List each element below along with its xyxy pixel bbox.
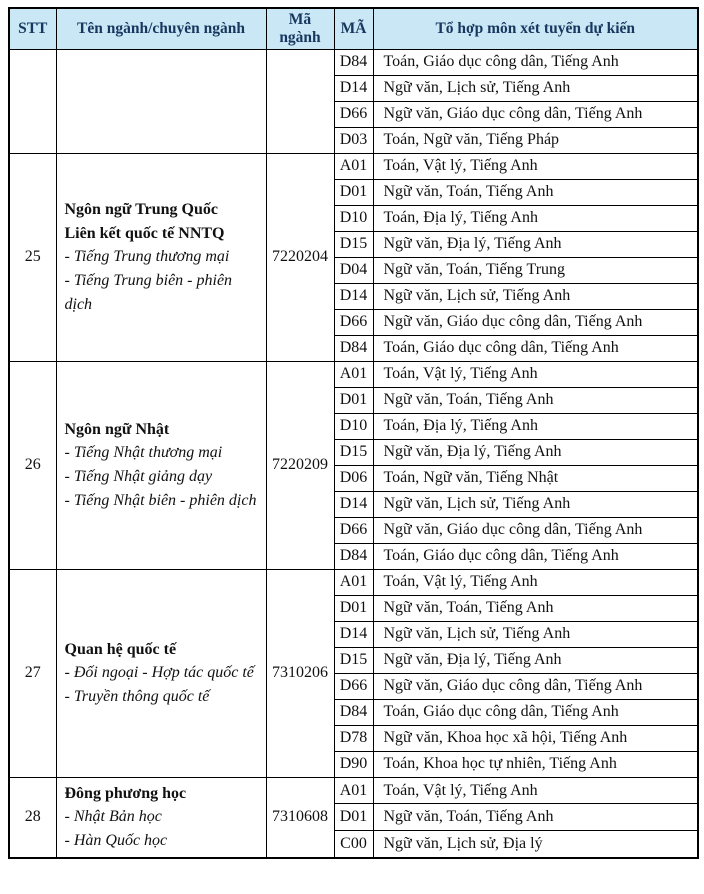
- major-subitem: - Hàn Quốc học: [64, 831, 168, 849]
- combo-subjects-cell: Toán, Khoa học tự nhiên, Tiếng Anh: [373, 751, 698, 777]
- combo-subjects-cell: Ngữ văn, Địa lý, Tiếng Anh: [373, 647, 698, 673]
- combo-code-cell: D03: [334, 127, 373, 153]
- combo-subjects-cell: Ngữ văn, Toán, Tiếng Anh: [373, 179, 698, 205]
- major-code-cell: 7310206: [266, 569, 334, 777]
- combo-subjects-cell: Ngữ văn, Toán, Tiếng Anh: [373, 387, 698, 413]
- stt-cell: 28: [9, 777, 56, 858]
- header-major-name: Tên ngành/chuyên ngành: [56, 8, 266, 49]
- admissions-table: [8, 7, 699, 859]
- combo-subjects-cell: Ngữ văn, Lịch sử, Tiếng Anh: [373, 491, 698, 517]
- stt-cell: 25: [9, 153, 56, 361]
- combo-code-cell: D01: [334, 179, 373, 205]
- combo-subjects-cell: Ngữ văn, Khoa học xã hội, Tiếng Anh: [373, 725, 698, 751]
- combo-subjects-cell: Ngữ văn, Địa lý, Tiếng Anh: [373, 231, 698, 257]
- major-title: Đông phương học: [64, 784, 187, 802]
- combo-code-cell: D10: [334, 413, 373, 439]
- combo-subjects-cell: Toán, Giáo dục công dân, Tiếng Anh: [373, 699, 698, 725]
- combo-code-cell: D84: [334, 699, 373, 725]
- combo-subjects-cell: Ngữ văn, Giáo dục công dân, Tiếng Anh: [373, 101, 698, 127]
- major-subitem: - Tiếng Nhật biên - phiên dịch: [64, 491, 257, 509]
- combo-code-cell: D14: [334, 75, 373, 101]
- combo-code-cell: D01: [334, 595, 373, 621]
- combo-code-cell: D66: [334, 673, 373, 699]
- combo-subjects-cell: Toán, Vật lý, Tiếng Anh: [373, 569, 698, 595]
- combo-code-cell: D14: [334, 621, 373, 647]
- major-title: Quan hệ quốc tế: [64, 640, 177, 658]
- combo-code-cell: D15: [334, 439, 373, 465]
- combo-subjects-cell: Ngữ văn, Toán, Tiếng Anh: [373, 595, 698, 621]
- stt-cell: [9, 49, 56, 153]
- combo-subjects-cell: Toán, Vật lý, Tiếng Anh: [373, 361, 698, 387]
- major-title: Ngôn ngữ Trung Quốc: [64, 200, 218, 218]
- table-row: [9, 777, 698, 804]
- combo-subjects-cell: Toán, Địa lý, Tiếng Anh: [373, 413, 698, 439]
- header-row: [9, 8, 698, 49]
- major-title: Liên kết quốc tế NNTQ: [64, 224, 225, 242]
- combo-code-cell: A01: [334, 569, 373, 595]
- header-stt: STT: [9, 8, 56, 49]
- combo-code-cell: D01: [334, 387, 373, 413]
- combo-subjects-cell: Ngữ văn, Lịch sử, Tiếng Anh: [373, 75, 698, 101]
- combo-subjects-cell: Ngữ văn, Giáo dục công dân, Tiếng Anh: [373, 517, 698, 543]
- combo-code-cell: D78: [334, 725, 373, 751]
- combo-subjects-cell: Toán, Vật lý, Tiếng Anh: [373, 777, 698, 804]
- major-name-cell: [56, 153, 266, 361]
- major-subitem: - Tiếng Nhật giảng dạy: [64, 468, 213, 486]
- combo-subjects-cell: Toán, Địa lý, Tiếng Anh: [373, 205, 698, 231]
- combo-code-cell: D66: [334, 517, 373, 543]
- major-name-cell: [56, 49, 266, 153]
- major-name-cell: [56, 777, 266, 858]
- combo-code-cell: D66: [334, 101, 373, 127]
- combo-subjects-cell: Ngữ văn, Lịch sử, Địa lý: [373, 831, 698, 858]
- combo-subjects-cell: Toán, Ngữ văn, Tiếng Nhật: [373, 465, 698, 491]
- combo-subjects-cell: Ngữ văn, Toán, Tiếng Anh: [373, 804, 698, 831]
- major-subitem: - Nhật Bản học: [64, 808, 162, 826]
- major-code-cell: 7310608: [266, 777, 334, 858]
- combo-subjects-cell: Toán, Vật lý, Tiếng Anh: [373, 153, 698, 179]
- major-code-cell: 7220209: [266, 361, 334, 569]
- major-name-cell: [56, 361, 266, 569]
- combo-subjects-cell: Toán, Giáo dục công dân, Tiếng Anh: [373, 335, 698, 361]
- combo-code-cell: D84: [334, 335, 373, 361]
- combo-subjects-cell: Ngữ văn, Giáo dục công dân, Tiếng Anh: [373, 673, 698, 699]
- combo-subjects-cell: Ngữ văn, Lịch sử, Tiếng Anh: [373, 283, 698, 309]
- combo-subjects-cell: Ngữ văn, Địa lý, Tiếng Anh: [373, 439, 698, 465]
- major-code-cell: [266, 49, 334, 153]
- table-row: [9, 153, 698, 179]
- table-row: [9, 361, 698, 387]
- combo-code-cell: D15: [334, 231, 373, 257]
- combo-subjects-cell: Toán, Giáo dục công dân, Tiếng Anh: [373, 543, 698, 569]
- header-major-code: Mã ngành: [266, 8, 334, 49]
- major-name-cell: [56, 569, 266, 777]
- admissions-table-body: [9, 49, 698, 858]
- combo-subjects-cell: Ngữ văn, Lịch sử, Tiếng Anh: [373, 621, 698, 647]
- combo-subjects-cell: Ngữ văn, Toán, Tiếng Trung: [373, 257, 698, 283]
- combo-subjects-cell: Toán, Giáo dục công dân, Tiếng Anh: [373, 49, 698, 75]
- major-code-cell: 7220204: [266, 153, 334, 361]
- combo-code-cell: A01: [334, 777, 373, 804]
- combo-code-cell: D10: [334, 205, 373, 231]
- header-combo-code: MÃ: [334, 8, 373, 49]
- major-subitem: - Truyền thông quốc tế: [64, 687, 210, 705]
- combo-code-cell: D14: [334, 283, 373, 309]
- header-combos: Tổ hợp môn xét tuyển dự kiến: [373, 8, 698, 49]
- major-subitem: - Đối ngoại - Hợp tác quốc tế: [64, 664, 254, 682]
- major-title: Ngôn ngữ Nhật: [64, 420, 170, 438]
- table-row: [9, 569, 698, 595]
- combo-code-cell: D06: [334, 465, 373, 491]
- combo-code-cell: C00: [334, 831, 373, 858]
- combo-code-cell: A01: [334, 361, 373, 387]
- major-subitem: - Tiếng Trung biên - phiên dịch: [64, 271, 233, 313]
- combo-code-cell: D84: [334, 49, 373, 75]
- table-row: [9, 49, 698, 75]
- combo-subjects-cell: Toán, Ngữ văn, Tiếng Pháp: [373, 127, 698, 153]
- major-subitem: - Tiếng Nhật thương mại: [64, 444, 223, 462]
- combo-subjects-cell: Ngữ văn, Giáo dục công dân, Tiếng Anh: [373, 309, 698, 335]
- combo-code-cell: A01: [334, 153, 373, 179]
- combo-code-cell: D84: [334, 543, 373, 569]
- combo-code-cell: D90: [334, 751, 373, 777]
- major-subitem: - Tiếng Trung thương mại: [64, 248, 230, 266]
- combo-code-cell: D15: [334, 647, 373, 673]
- combo-code-cell: D01: [334, 804, 373, 831]
- stt-cell: 26: [9, 361, 56, 569]
- combo-code-cell: D04: [334, 257, 373, 283]
- combo-code-cell: D14: [334, 491, 373, 517]
- stt-cell: 27: [9, 569, 56, 777]
- combo-code-cell: D66: [334, 309, 373, 335]
